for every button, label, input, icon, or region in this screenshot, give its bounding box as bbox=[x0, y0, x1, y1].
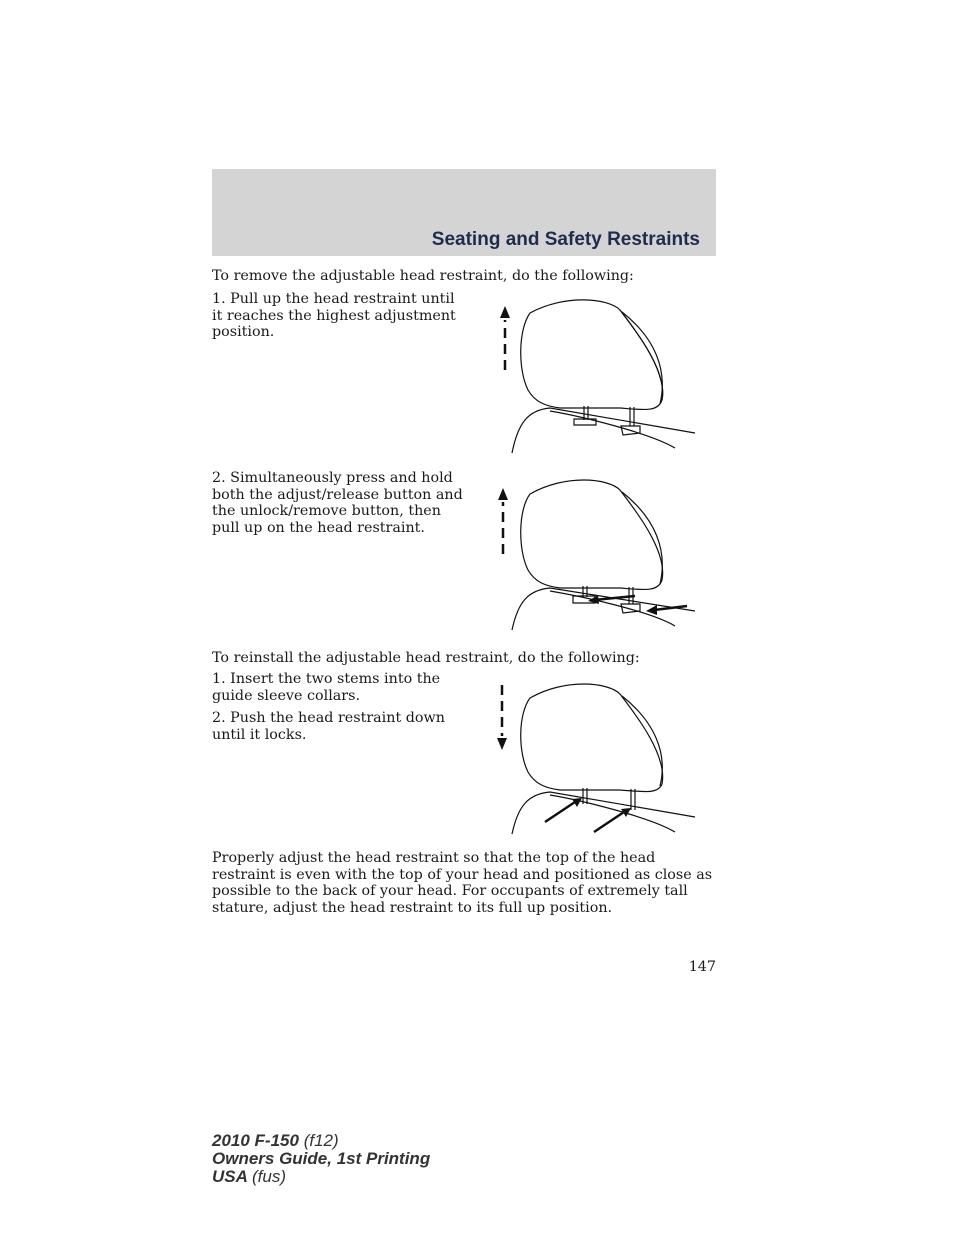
head-restraint-icon bbox=[512, 684, 695, 834]
reinstall-step-2: 2. Push the head restraint down until it locks. bbox=[212, 710, 445, 743]
footer-guide: Owners Guide, 1st Printing bbox=[212, 1149, 431, 1168]
reinstall-intro: To reinstall the adjustable head restraint, do the following: bbox=[212, 650, 640, 666]
down-arrow-icon bbox=[497, 685, 507, 750]
footer-line-region bbox=[212, 1168, 430, 1186]
reinstall-step-1: 1. Insert the two stems into the guide sleeve collars. bbox=[212, 671, 441, 704]
footer-model-code: (f12) bbox=[303, 1131, 339, 1150]
footer-line-model bbox=[212, 1132, 430, 1150]
removal-intro: To remove the adjustable head restraint, do the following: bbox=[212, 268, 634, 284]
push-down-illustration bbox=[490, 680, 700, 836]
closing-paragraph: Properly adjust the head restraint so that the top of the head restraint is even with the top of your head and positioned as close as possible to the back of your head. For occupants of extremely tall stature, adjust the head restraint to its full up position. bbox=[212, 850, 713, 916]
page-number: 147 bbox=[688, 959, 716, 975]
section-title: Seating and Safety Restraints bbox=[431, 229, 700, 250]
footer-region: USA bbox=[212, 1167, 248, 1186]
footer-model: 2010 F-150 bbox=[212, 1131, 299, 1150]
up-arrow-icon bbox=[500, 306, 510, 370]
head-restraint-icon bbox=[512, 300, 695, 453]
removal-step-2: 2. Simultaneously press and hold both the adjust/release button and the unlock/remove button, then pull up on the head restraint. bbox=[212, 470, 463, 536]
section-header-band bbox=[212, 169, 716, 256]
up-arrow-icon bbox=[498, 488, 508, 554]
insert-arrow-icon bbox=[545, 798, 582, 822]
removal-step-1: 1. Pull up the head restraint until it reaches the highest adjustment position. bbox=[212, 291, 456, 341]
press-buttons-illustration bbox=[490, 478, 700, 634]
insert-arrow-icon bbox=[594, 808, 631, 832]
pull-up-illustration bbox=[490, 298, 700, 458]
footer-imprint bbox=[212, 1132, 430, 1186]
footer-region-code: (fus) bbox=[252, 1167, 286, 1186]
